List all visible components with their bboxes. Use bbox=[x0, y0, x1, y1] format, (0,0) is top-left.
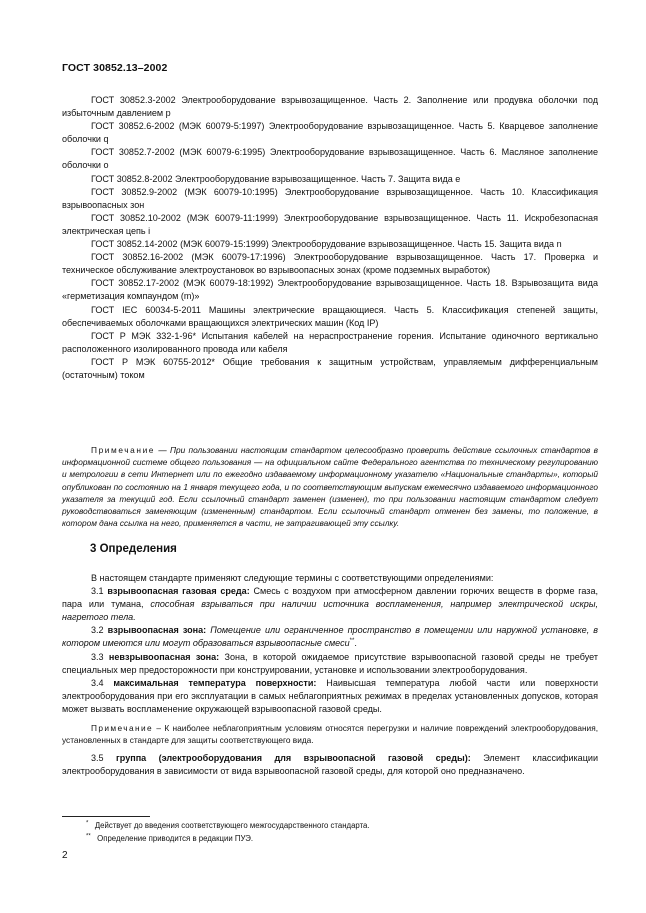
footnote-item: * Действует до введения соответствующего межгосударственного стандарта. bbox=[86, 820, 370, 830]
footnote-ref: ** bbox=[349, 638, 355, 645]
footnotes bbox=[86, 820, 586, 845]
note-text: — При пользовании настоящим стандартом целесообразно проверить действие ссылочных стандартов в информационной системе общего пользования — на официальном сайте Федерального агентства по техническому регулированию и метрологии в сети Интернет или по ежегодно издаваемому информационному указателю «Национальные стандарты», который опубликован по состоянию на 1 января текущего года, и по соответствующим выпускам ежемесячно издаваемого информационного указателя за текущий год. Если ссылочный стандарт заменен (изменен), то при пользовании настоящим стандартом следует руководствоваться заменяющим (измененным) стандартом. Если ссылочный стандарт отменен без замены, то положение, в котором дана ссылка на него, применяется в части, не затрагивающей эту ссылку. bbox=[62, 445, 598, 529]
reference-item: ГОСТ 30852.14-2002 (МЭК 60079-15:1999) Электрооборудование взрывозащищенное. Часть 15. Защита вида n bbox=[91, 239, 562, 250]
reference-item: ГОСТ 30852.17-2002 (МЭК 60079-18:1992) Электрооборудование взрывозащищенное. Часть 18. Взрывозащита вида «герметизация компаундом (m)» bbox=[62, 278, 598, 302]
definition-3-4: 3.4 максимальная температура поверхности: Наивысшая температура любой части или поверхности электрооборудования при его эксплуатации в самых неблагоприятных режимах в пределах установленных допусков, которая может вызвать воспламенение окружающей взрывоопасной газовой среды. bbox=[62, 677, 598, 714]
reference-item: ГОСТ Р МЭК 60755-2012* Общие требования к защитным устройствам, управляемым дифференциальным (остаточным) током bbox=[62, 356, 598, 380]
reference-item: ГОСТ 30852.10-2002 (МЭК 60079-11:1999) Электрооборудование взрывозащищенное. Часть 11. Искробезопасная электрическая цепь i bbox=[62, 212, 598, 236]
definition-term: невзрывоопасная зона: bbox=[108, 651, 220, 662]
references-note bbox=[62, 444, 598, 529]
definition-term: максимальная температура поверхности: bbox=[113, 677, 317, 688]
note-label: Примечание bbox=[91, 445, 156, 455]
normative-references-list bbox=[62, 94, 598, 382]
reference-item: ГОСТ 30852.9-2002 (МЭК 60079-10:1995) Электрооборудование взрывозащищенное. Часть 10. Классификация взрывоопасных зон bbox=[62, 186, 598, 210]
note-label: Примечание bbox=[91, 723, 154, 734]
document-header: ГОСТ 30852.13–2002 bbox=[62, 62, 168, 74]
definition-term: группа (электрооборудования для взрывоопасной газовой среды): bbox=[116, 753, 471, 764]
reference-item: ГОСТ 30852.16-2002 (МЭК 60079-17:1996) Электрооборудование взрывозащищенное. Часть 17. Проверка и техническое обслуживание электроустановок во взрывоопасных зонах (кроме подземных выработок) bbox=[62, 252, 598, 276]
definition-note bbox=[62, 722, 598, 746]
reference-item: ГОСТ 30852.8-2002 Электрооборудование взрывозащищенное. Часть 7. Защита вида e bbox=[91, 173, 461, 184]
definitions-section bbox=[62, 572, 598, 778]
footnote-divider bbox=[62, 816, 150, 817]
section-title: 3 Определения bbox=[90, 543, 177, 555]
definition-3-1: 3.1 взрывоопасная газовая среда: Смесь с воздухом при атмосферном давлении горючих веществ в форме газа, пара или тумана, способная взрываться при наличии источника воспламенения, например электрической искры, нагретого тела. bbox=[62, 586, 598, 623]
reference-item: ГОСТ Р МЭК 332-1-96* Испытания кабелей на нераспространение горения. Испытание одиночного вертикально расположенного изолированного провода или кабеля bbox=[62, 330, 598, 354]
reference-item: ГОСТ IEC 60034-5-2011 Машины электрические вращающиеся. Часть 5. Классификация степеней защиты, обеспечиваемых оболочками вращающихся электрических машин (Код IP) bbox=[62, 304, 598, 328]
note-text: – К наиболее неблагоприятным условиям относятся перегрузки и наличие повреждений электрооборудования, установленных в стандарте для защиты соответствующего вида. bbox=[62, 723, 598, 746]
definition-3-5: 3.5 группа (электрооборудования для взрывоопасной газовой среды): Элемент классификации электрооборудования в зависимости от вида взрывоопасной газовой среды, для которой оно предназначено. bbox=[62, 753, 598, 777]
reference-item: ГОСТ 30852.7-2002 (МЭК 60079-6:1995) Электрооборудование взрывозащищенное. Часть 6. Масляное заполнение оболочки o bbox=[62, 147, 598, 171]
reference-item: ГОСТ 30852.6-2002 (МЭК 60079-5:1997) Электрооборудование взрывозащищенное. Часть 5. Кварцевое заполнение оболочки q bbox=[62, 121, 598, 145]
definition-term: взрывоопасная газовая среда: bbox=[107, 586, 250, 597]
footnote-item: ** Определение приводится в редакции ПУЭ. bbox=[86, 832, 254, 843]
definitions-intro: В настоящем стандарте применяют следующие термины с соответствующими определениями: bbox=[91, 573, 494, 583]
definition-term: взрывоопасная зона: bbox=[107, 625, 207, 636]
reference-item: ГОСТ 30852.3-2002 Электрооборудование взрывозащищенное. Часть 2. Заполнение или продувка оболочки под избыточным давлением p bbox=[62, 95, 598, 119]
definition-3-3: 3.3 невзрывоопасная зона: Зона, в которой ожидаемое присутствие взрывоопасной газовой среды не требует специальных мер предосторожности при конструировании, установке и использовании электрооборудования. bbox=[62, 651, 598, 675]
definition-3-2: 3.2 взрывоопасная зона: Помещение или ограниченное пространство в помещении или наружной установке, в котором имеются или могут образоваться взрывоопасные смеси**. bbox=[62, 625, 599, 649]
page-number: 2 bbox=[62, 850, 68, 861]
